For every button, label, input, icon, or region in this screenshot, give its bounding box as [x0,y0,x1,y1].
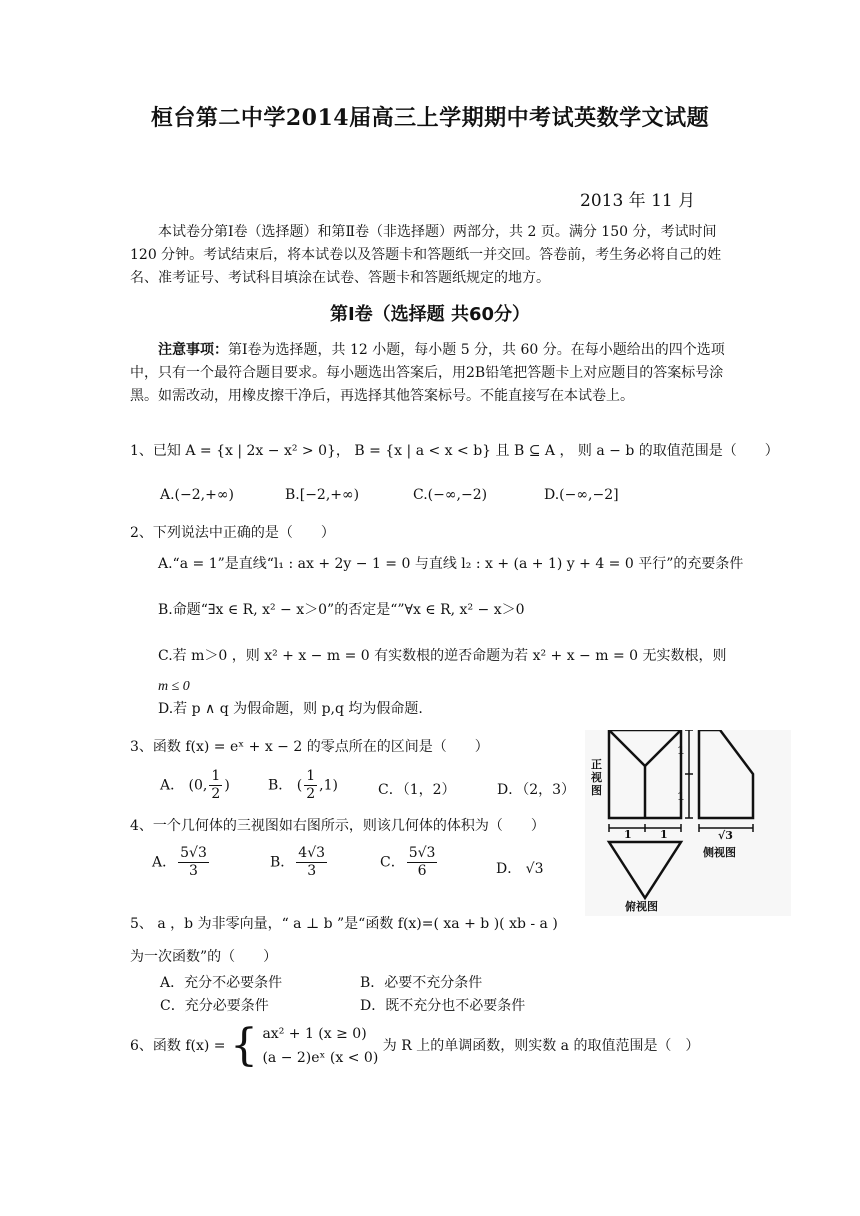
dim-label-1b: 1 [677,790,685,803]
q6-stem: 6、函数 f(x) = { ax² + 1 (x ≥ 0) (a − 2)eˣ (x < 0) 为 R 上的单调函数，则实数 a 的取值范围是（ ） [130,1020,700,1071]
q4-stem: 4、一个几何体的三视图如右图所示，则该几何体的体积为（ ） [130,818,545,834]
q4-option-c: C． $\frac{5√3}{6}$ [380,845,436,879]
q5-line2: 为一次函数”的（ ） [130,949,278,965]
front-view-label: 正 视 图 [591,758,602,797]
q3-stem: 3、函数 f(x) = eˣ + x − 2 的零点所在的区间是（ ） [130,739,489,755]
q4-option-d: D． √3 [496,861,544,877]
section-title: 第Ⅰ卷（选择题 共60分） [329,304,530,325]
q2-stem: 2、下列说法中正确的是（ ） [130,525,335,541]
top-view-label: 俯视图 [625,900,658,913]
q1-option-b: B.[−2,+∞) [285,487,360,503]
q2-option-c-line1: C.若 m＞0 ，则 x² + x − m = 0 有实数根的逆否命题为若 x² + x − m = 0 无实数根，则 [158,648,727,664]
q1-option-a: A.(−2,+∞) [160,487,234,503]
dim-label-w2: 1 [660,828,668,841]
top-view-outline [609,842,681,898]
q2-option-b: B.命题“∃x ∈ R, x² − x＞0”的否定是“”∀x ∈ R, x² − x＞0 [158,602,525,618]
q5-option-c: C．充分必要条件 [160,998,269,1014]
q5-line1: 5、 a ，b 为非零向量，“ a ⊥ b ”是“函数 f(x)=( xa + b )( xb - a ) [130,916,558,932]
q2-option-a: A.“a = 1”是直线“l₁ : ax + 2y − 1 = 0 与直线 l₂ : x + (a + 1) y + 4 = 0 平行”的充要条件 [158,556,744,572]
notice-text: 第Ⅰ卷为选择题，共 12 小题，每小题 5 分，共 60 分。在每小题给出的四个选项中，只有一个最符合题目要求。每小题选出答案后，用2B铅笔把答题卡上对应题目的答案标号涂黑。如需改动，用橡皮擦干净后，再选择其他答案标号。不能直接写在本试卷上。 [130,342,725,404]
q5-option-d: D．既不充分也不必要条件 [360,998,526,1014]
dim-label-sqrt3: √3 [718,829,733,842]
q5-option-b: B．必要不充分条件 [360,975,483,991]
piecewise-cases: ax² + 1 (x ≥ 0) (a − 2)eˣ (x < 0) [262,1026,379,1066]
q1-option-c: C.(−∞,−2) [413,487,488,503]
q1-option-d: D.(−∞,−2] [544,487,619,503]
side-view-outline [699,730,753,818]
notice-label: 注意事项： [158,342,228,358]
three-view-figure [585,730,791,916]
dim-label-w1: 1 [624,828,632,841]
three-view-drawing [585,730,791,916]
piecewise-brace: { [230,1020,258,1071]
front-view-line-right [645,730,681,766]
side-view-label: 侧视图 [703,846,736,859]
q3-option-c: C．（1，2） [378,782,456,798]
dim-label-1a: 1 [677,744,685,757]
page-title: 桓台第二中学2014届高三上学期期中考试英数学文试题 [150,105,710,131]
q3-option-d: D．（2，3） [497,782,576,798]
q2-option-c-line2: m ≤ 0 [158,679,190,694]
q3-option-a: A． (0, $\frac{1}{2}$ ) [160,768,230,802]
intro-paragraph: 本试卷分第Ⅰ卷（选择题）和第Ⅱ卷（非选择题）两部分，共 2 页。满分 150 分，考试时间 120 分钟。考试结束后，将本试卷以及答题卡和答题纸一并交回。答卷前，考生务必将自己的姓名、准考证号、考试科目填涂在试卷、答题卡和答题纸规定的地方。 [130,224,722,286]
q1-stem: 1、已知 A = {x | 2x − x² > 0}， B = {x | a < x < b} 且 B ⊆ A ， 则 a − b 的取值范围是（ ） [130,443,779,459]
q4-option-b: B． $\frac{4√3}{3}$ [270,845,326,879]
q4-option-a: A． $\frac{5√3}{3}$ [152,845,207,879]
q3-option-b: B． ( $\frac{1}{2}$ ,1) [268,768,338,802]
notice-paragraph [130,339,730,408]
q2-option-d: D.若 p ∧ q 为假命题，则 p,q 均为假命题. [158,701,423,717]
front-view-line-left [609,730,645,766]
exam-date: 2013 年 11 月 [580,191,696,211]
q5-option-a: A．充分不必要条件 [160,975,283,991]
